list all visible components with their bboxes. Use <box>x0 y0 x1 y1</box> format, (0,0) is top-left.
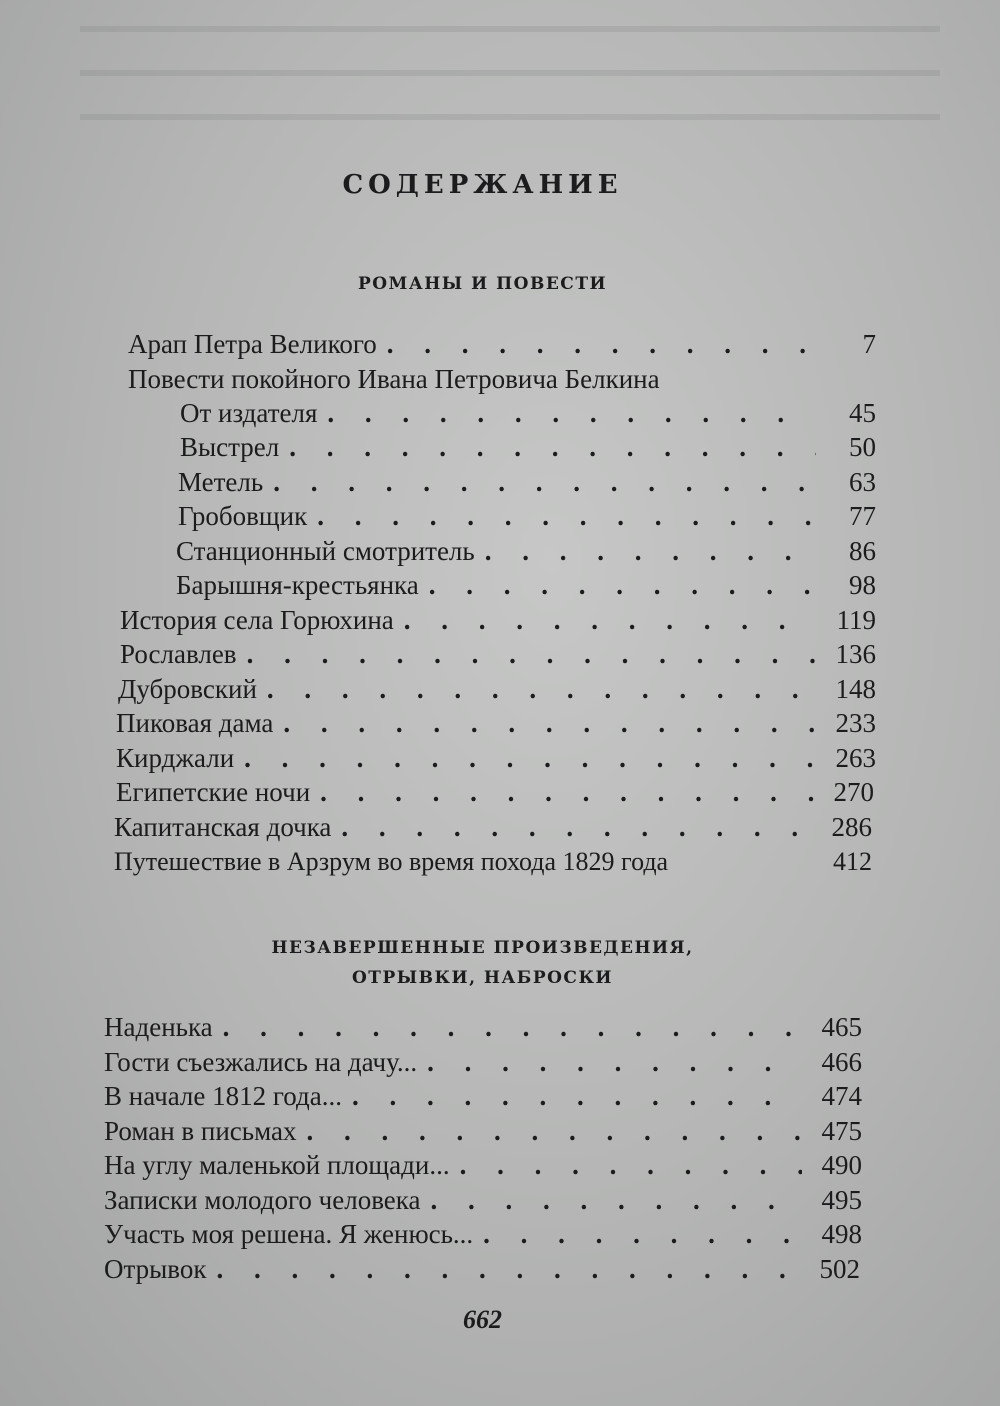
toc-entry-title: Пиковая дама <box>116 708 274 738</box>
leader-dots <box>475 534 816 568</box>
leader-dots <box>307 499 816 533</box>
toc-entry-page: 270 <box>833 777 874 807</box>
toc-entry <box>104 1114 862 1148</box>
toc-entry-title: Египетские ночи <box>116 777 311 807</box>
page-title: СОДЕРЖАНИЕ <box>342 170 623 200</box>
toc-entry <box>104 1217 862 1251</box>
toc-entry <box>104 1148 862 1182</box>
toc-entry-title: Кирджали <box>116 743 235 773</box>
leader-dots <box>394 603 816 637</box>
leader-dots <box>377 327 816 361</box>
toc-entry-page: 474 <box>821 1081 862 1111</box>
toc-entry-page: 50 <box>849 432 876 462</box>
toc-entry-page: 412 <box>833 847 872 876</box>
toc-entry <box>180 430 876 464</box>
toc-entry <box>178 499 876 533</box>
toc-entry-title: Участь моя решена. Я женюсь... <box>104 1219 474 1249</box>
toc-entry <box>118 672 876 706</box>
toc-entry-title: Наденька <box>104 1012 213 1042</box>
toc-group-heading: Повести покойного Ивана Петровича Белкина <box>128 364 660 394</box>
leader-dots <box>450 1148 802 1182</box>
toc-entry-page: 263 <box>835 743 876 773</box>
toc-entry-title: Выстрел <box>180 432 280 462</box>
toc-entry-title: Записки молодого человека <box>104 1185 421 1215</box>
toc-entry <box>104 1183 862 1217</box>
leader-dots <box>331 810 812 844</box>
leader-dots <box>257 672 816 706</box>
toc-entry-title: От издателя <box>180 398 318 428</box>
toc-entry-page: 465 <box>821 1012 862 1042</box>
toc-entry-title: Роман в письмах <box>104 1116 297 1146</box>
leader-dots <box>419 568 816 602</box>
toc-entry <box>120 603 876 637</box>
toc-entry-page: 136 <box>835 639 876 669</box>
toc-entry-title: Арап Петра Великого <box>128 329 377 359</box>
toc-entry-page: 495 <box>821 1185 862 1215</box>
toc-entry-page: 502 <box>819 1254 860 1284</box>
toc-entry-page: 466 <box>821 1047 862 1077</box>
toc-entry-title: История села Горюхина <box>120 605 394 635</box>
toc-entry-page: 86 <box>849 536 876 566</box>
toc-entry <box>176 534 876 568</box>
toc-entry-page: 98 <box>849 570 876 600</box>
leader-dots <box>234 741 816 775</box>
leader-dots <box>342 1079 802 1113</box>
leader-dots <box>279 430 816 464</box>
toc-entry-page: 7 <box>862 329 876 359</box>
toc-entry <box>176 568 876 602</box>
toc-entry-title: На углу маленькой площади... <box>104 1150 450 1180</box>
section-heading-novels: РОМАНЫ И ПОВЕСТИ <box>357 274 608 294</box>
toc-entry-page: 119 <box>836 605 876 635</box>
leader-dots <box>317 396 816 430</box>
toc-entry-page: 45 <box>849 398 876 428</box>
toc-entry <box>180 396 876 430</box>
leader-dots <box>237 637 816 671</box>
section-heading-unfinished-line2: ОТРЫВКИ, НАБРОСКИ <box>352 968 613 988</box>
toc-entry <box>114 810 872 844</box>
leader-dots <box>263 465 816 499</box>
toc-entry-title: Гробовщик <box>178 501 308 531</box>
toc-entry <box>116 706 876 740</box>
toc-entry <box>104 1252 860 1286</box>
toc-entry-title: В начале 1812 года... <box>104 1081 342 1111</box>
toc-entry-title: Путешествие в Арзрум во время похода 1829 года <box>114 847 669 876</box>
toc-entry-page: 63 <box>849 467 876 497</box>
toc-entry-title: Капитанская дочка <box>114 812 332 842</box>
leader-dots <box>297 1114 803 1148</box>
section-heading-unfinished-line1: НЕЗАВЕРШЕННЫЕ ПРОИЗВЕДЕНИЯ, <box>271 938 694 958</box>
toc-entry-title: Метель <box>178 467 264 497</box>
toc-entry-title: Дубровский <box>118 674 257 704</box>
toc-entry-title: Станционный смотритель <box>176 536 475 566</box>
leader-dots <box>420 1183 802 1217</box>
toc-entry-page: 233 <box>835 708 876 738</box>
toc-entry-title: Гости съезжались на дачу... <box>104 1047 418 1077</box>
show-through-text <box>80 0 940 140</box>
toc-entry <box>114 845 872 879</box>
toc-entry-title: Рославлев <box>120 639 237 669</box>
toc-entry <box>128 327 876 361</box>
leader-dots <box>206 1252 800 1286</box>
toc-entry <box>104 1045 862 1079</box>
toc-entry <box>178 465 876 499</box>
toc-entry <box>116 741 876 775</box>
toc-entry-page: 498 <box>821 1219 862 1249</box>
toc-entry-title: Отрывок <box>104 1254 207 1284</box>
page-number: 662 <box>463 1305 502 1334</box>
toc-entry <box>104 1010 862 1044</box>
toc-entry <box>120 637 876 671</box>
leader-dots <box>310 775 814 809</box>
toc-entry <box>104 1079 862 1113</box>
toc-entry-title: Барышня-крестьянка <box>176 570 419 600</box>
toc-entry <box>116 775 874 809</box>
toc-entry-page: 77 <box>849 501 876 531</box>
leader-dots <box>473 1217 802 1251</box>
leader-dots <box>417 1045 802 1079</box>
leader-dots <box>273 706 816 740</box>
toc-entry-page: 490 <box>821 1150 862 1180</box>
leader-dots <box>213 1010 802 1044</box>
toc-entry-page: 148 <box>835 674 876 704</box>
toc-entry-page: 286 <box>831 812 872 842</box>
toc-entry-page: 475 <box>821 1116 862 1146</box>
